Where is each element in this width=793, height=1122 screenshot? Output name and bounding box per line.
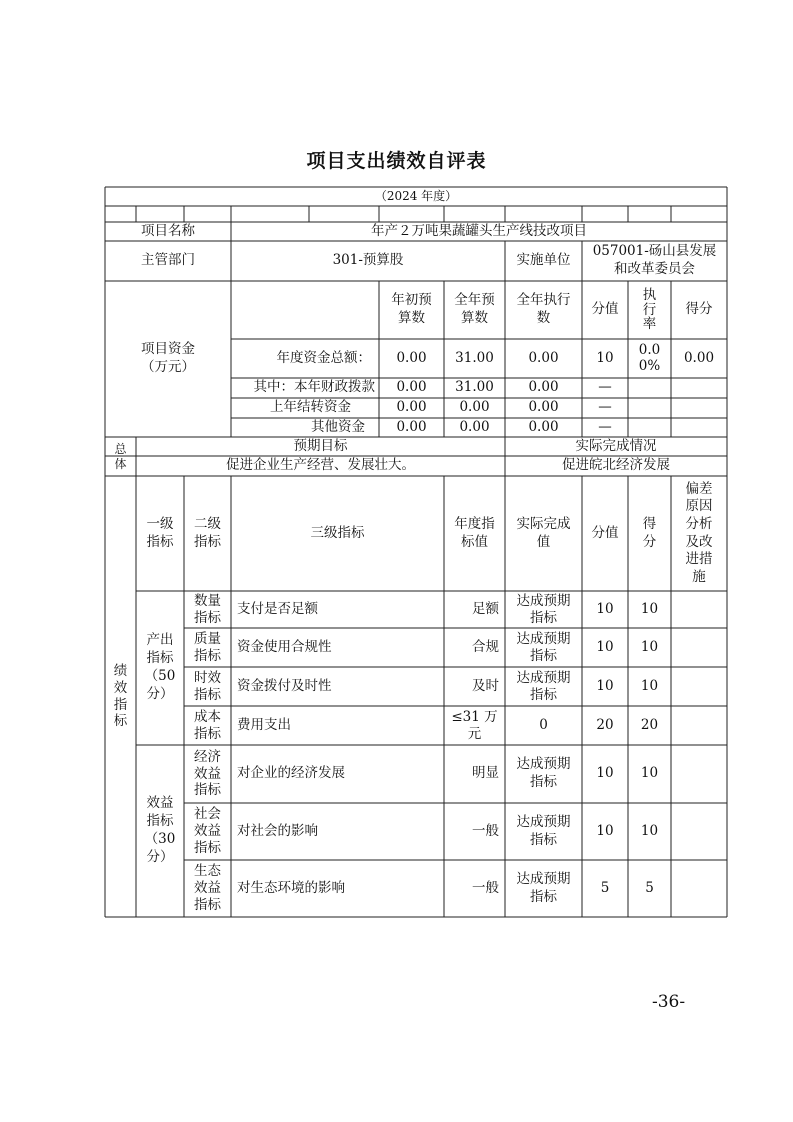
row-deviation (671, 803, 727, 860)
row-actual: 达成预期 指标 (516, 870, 571, 905)
page-title: 项目支出绩效自评表 (306, 150, 487, 172)
funds-row-annual: 31.00 (455, 379, 494, 396)
row-deviation (671, 860, 727, 917)
row-level3: 资金拨付及时性 (237, 677, 332, 694)
row-deviation (671, 628, 727, 667)
header-deviation: 偏差 原因 分析 及改 进措 施 (685, 480, 713, 585)
dept-label: 主管部门 (141, 252, 195, 269)
row-level3: 资金使用合规性 (237, 638, 332, 655)
row-level2: 数量 指标 (194, 593, 221, 626)
row-score: 10 (640, 822, 659, 839)
row-level2: 质量 指标 (194, 631, 221, 664)
project-name-value: 年产２万吨果蔬罐头生产线技改项目 (371, 222, 587, 239)
funds-row-label: 其中：本年财政拨款 (253, 379, 375, 396)
row-target: 及时 (472, 677, 499, 694)
funds-row-score (671, 398, 727, 418)
row-score-value: 10 (596, 822, 614, 839)
row-level3: 对企业的经济发展 (237, 765, 345, 782)
row-actual: 达成预期 指标 (516, 593, 571, 626)
unit-value: 057001-砀山县发展 和改革委员会 (592, 243, 717, 277)
row-score-value: 5 (600, 879, 610, 896)
funds-row-annual: 0.00 (459, 418, 490, 435)
funds-row-rate (628, 398, 671, 418)
unit-label: 实施单位 (516, 252, 571, 269)
funds-row-label: 年度资金总额： (276, 349, 371, 366)
row-score-value: 10 (596, 765, 614, 782)
row-level3: 对社会的影响 (237, 822, 318, 839)
funds-header-annual: 全年预 算数 (454, 292, 495, 326)
row-score-value: 20 (596, 716, 614, 733)
header-score: 得 分 (642, 515, 657, 550)
row-level2: 社会 效益 指标 (194, 806, 221, 856)
row-score: 10 (640, 765, 659, 782)
funds-row-rate: 0.0 0% (638, 341, 661, 374)
group-label-benefit: 效益 指标 （30 分） (144, 795, 176, 865)
funds-row-label: 其他资金 (311, 418, 365, 435)
row-target: 明显 (472, 765, 499, 782)
funds-row-score (671, 418, 727, 437)
project-name-label: 项目名称 (141, 222, 195, 239)
row-actual: 达成预期 指标 (516, 813, 571, 848)
row-score: 10 (640, 600, 659, 617)
row-level3: 对生态环境的影响 (237, 879, 345, 896)
funds-row-score: 0.00 (683, 349, 715, 366)
row-score-value: 10 (596, 600, 614, 617)
header-level3: 三级指标 (310, 524, 365, 541)
funds-header-initial: 年初预 算数 (391, 292, 432, 326)
funds-row-score-value: 10 (596, 349, 614, 366)
funds-header-rate: 执 行 率 (642, 286, 657, 333)
funds-row-annual: 31.00 (455, 349, 494, 366)
goals-actual-header: 实际完成情况 (575, 437, 657, 454)
funds-row-score-value: — (598, 379, 612, 396)
funds-row-rate (628, 378, 671, 398)
row-actual: 达成预期 指标 (516, 631, 571, 664)
row-score: 5 (645, 879, 654, 896)
row-score-value: 10 (596, 638, 614, 655)
funds-row-score-value: — (598, 418, 612, 435)
funds-row-initial: 0.00 (396, 379, 427, 396)
funds-row-score-value: — (598, 399, 612, 416)
funds-header-executed: 全年执行 数 (516, 292, 571, 326)
funds-label: 项目资金 （万元） (141, 341, 195, 375)
funds-row-executed: 0.00 (528, 399, 559, 416)
header-actual: 实际完成 值 (516, 515, 571, 550)
row-score: 20 (640, 716, 659, 733)
funds-row-label: 上年结转资金 (270, 399, 351, 416)
indicators-side-label: 绩 效 指 标 (113, 662, 128, 730)
goals-side-label: 总 体 (114, 442, 127, 471)
row-actual: 达成预期 指标 (516, 670, 571, 703)
row-deviation (671, 745, 727, 803)
row-score-value: 10 (596, 677, 614, 694)
header-level1: 一级 指标 (146, 515, 174, 550)
funds-row-score (671, 378, 727, 398)
row-level2: 成本 指标 (194, 709, 221, 742)
year-label: （2024 年度） (374, 188, 458, 203)
page-number: -36- (652, 992, 686, 1012)
funds-row-rate (628, 418, 671, 437)
goals-expected-value: 促进企业生产经营、发展壮大。 (226, 457, 415, 474)
row-deviation (671, 591, 727, 628)
goals-expected-header: 预期目标 (293, 437, 348, 454)
row-level3: 支付是否足额 (237, 600, 318, 617)
funds-row-executed: 0.00 (528, 418, 559, 435)
goals-actual-value: 促进皖北经济发展 (562, 457, 670, 474)
row-target: 一般 (472, 879, 499, 896)
row-deviation (671, 667, 727, 706)
row-level3: 费用支出 (237, 716, 291, 733)
funds-row-initial: 0.00 (396, 349, 427, 366)
funds-row-executed: 0.00 (528, 379, 559, 396)
row-target: ≤31 万 元 (451, 709, 498, 742)
funds-row-annual: 0.00 (459, 399, 490, 416)
row-level2: 时效 指标 (194, 670, 221, 703)
funds-header-score-value: 分值 (591, 301, 619, 318)
row-level2: 生态 效益 指标 (194, 863, 221, 913)
row-score: 10 (640, 638, 659, 655)
funds-row-initial: 0.00 (396, 399, 427, 416)
row-actual: 达成预期 指标 (516, 756, 571, 790)
header-score-value: 分值 (591, 524, 619, 541)
funds-header-score: 得分 (685, 301, 713, 318)
row-score: 10 (640, 677, 659, 694)
dept-value: 301-预算股 (332, 252, 404, 269)
row-target: 合规 (472, 638, 499, 655)
header-level2: 二级 指标 (194, 515, 221, 550)
funds-row-initial: 0.00 (396, 418, 427, 435)
row-level2: 经济 效益 指标 (194, 748, 221, 799)
row-actual: 0 (539, 716, 548, 733)
group-label-output: 产出 指标 （50 分） (144, 632, 176, 702)
row-target: 足额 (472, 600, 499, 617)
header-target: 年度指 标值 (454, 515, 495, 550)
funds-row-executed: 0.00 (528, 349, 559, 366)
row-target: 一般 (472, 822, 499, 839)
row-deviation (671, 706, 727, 745)
